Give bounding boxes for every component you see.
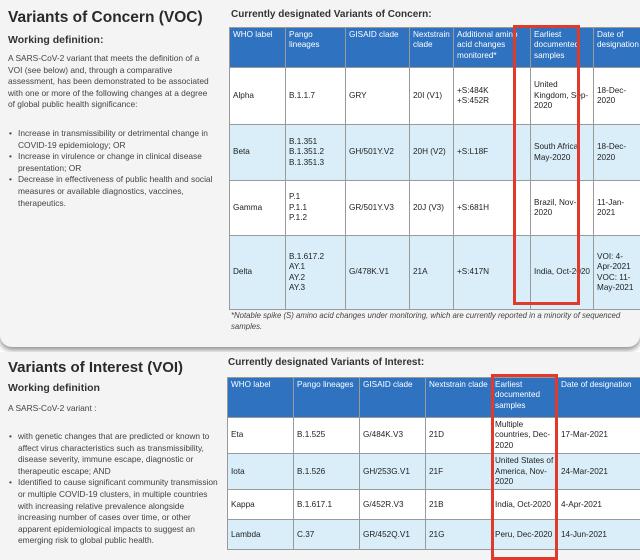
- who-label-cell: Gamma: [230, 181, 286, 236]
- nextstrain-cell: 21B: [426, 490, 492, 520]
- nextstrain-cell: 21D: [426, 418, 492, 454]
- table-row: [230, 68, 640, 125]
- date-cell: 4-Apr-2021: [558, 490, 640, 520]
- column-header: Pango lineages: [286, 28, 346, 68]
- voc-title: Variants of Concern (VOC): [8, 9, 203, 26]
- date-cell: VOI: 4-Apr-2021 VOC: 11-May-2021: [594, 236, 640, 310]
- amino-cell: +S:681H: [454, 181, 531, 236]
- voc-table-heading: Currently designated Variants of Concern:: [231, 9, 432, 20]
- column-header: WHO label: [228, 378, 294, 418]
- voi-table-heading: Currently designated Variants of Interest:: [228, 357, 425, 368]
- who-label-cell: Eta: [228, 418, 294, 454]
- voc-criterion: • Decrease in effectiveness of public health and social measures or available diagnostics, vaccines, therapeutics.: [8, 174, 218, 209]
- earliest-cell: United States of America, Nov-2020: [492, 454, 558, 490]
- column-header: Additional amino acid changes monitored*: [454, 28, 531, 68]
- date-cell: 14-Jun-2021: [558, 520, 640, 550]
- amino-cell: +S:L18F: [454, 125, 531, 181]
- column-header: Earliest documented samples: [531, 28, 594, 68]
- table-row: [228, 520, 640, 550]
- column-header: Nextstrain clade: [426, 378, 492, 418]
- voi-title: Variants of Interest (VOI): [8, 359, 184, 376]
- nextstrain-cell: 20J (V3): [410, 181, 454, 236]
- voi-header-row: [228, 378, 640, 418]
- table-row: [230, 236, 640, 310]
- column-header: GISAID clade: [346, 28, 410, 68]
- table-row: [228, 418, 640, 454]
- voc-definition: A SARS-CoV-2 variant that meets the definition of a VOI (see below) and, through a comparative assessment, has been demonstrated to be associated with one or more of the following changes at a degree of global public health significance:: [8, 53, 209, 110]
- table-row: [228, 454, 640, 490]
- column-header: GISAID clade: [360, 378, 426, 418]
- amino-cell: +S:484K +S:452R: [454, 68, 531, 125]
- voc-criterion: • Increase in virulence or change in clinical disease presentation; OR: [8, 151, 218, 174]
- pango-cell: B.1.617.1: [294, 490, 360, 520]
- date-cell: 17-Mar-2021: [558, 418, 640, 454]
- gisaid-cell: G/452R.V3: [360, 490, 426, 520]
- nextstrain-cell: 20I (V1): [410, 68, 454, 125]
- gisaid-cell: GH/253G.V1: [360, 454, 426, 490]
- amino-cell: +S:417N: [454, 236, 531, 310]
- column-header: WHO label: [230, 28, 286, 68]
- column-header: Earliest documented samples: [492, 378, 558, 418]
- who-label-cell: Lambda: [228, 520, 294, 550]
- voi-table: [227, 377, 640, 550]
- voc-criterion: • Increase in transmissibility or detrimental change in COVID-19 epidemiology; OR: [8, 128, 218, 151]
- pango-cell: C.37: [294, 520, 360, 550]
- pango-cell: B.1.351 B.1.351.2 B.1.351.3: [286, 125, 346, 181]
- earliest-cell: Multiple countries, Dec-2020: [492, 418, 558, 454]
- voc-footnote: *Notable spike (S) amino acid changes under monitoring, which are currently reported in a minority of sequenced samples.: [231, 311, 621, 331]
- pango-cell: B.1.617.2 AY.1 AY.2 AY.3: [286, 236, 346, 310]
- voi-criterion: • Identified to cause significant community transmission or multiple COVID-19 clusters, in multiple countries with increasing relative prevalence alongside increasing number of cases over time, or other apparent epidemiological impacts to suggest an emerging risk to global public health.: [8, 477, 218, 547]
- nextstrain-cell: 21F: [426, 454, 492, 490]
- pango-cell: B.1.525: [294, 418, 360, 454]
- table-row: [228, 490, 640, 520]
- column-header: Date of designation: [558, 378, 640, 418]
- column-header: Nextstrain clade: [410, 28, 454, 68]
- gisaid-cell: GRY: [346, 68, 410, 125]
- column-header: Date of designation: [594, 28, 640, 68]
- voi-definition: A SARS-CoV-2 variant :: [8, 403, 97, 413]
- gisaid-cell: G/478K.V1: [346, 236, 410, 310]
- who-label-cell: Alpha: [230, 68, 286, 125]
- voi-criteria-list: [8, 431, 218, 547]
- who-label-cell: Beta: [230, 125, 286, 181]
- who-label-cell: Kappa: [228, 490, 294, 520]
- pango-cell: B.1.1.7: [286, 68, 346, 125]
- nextstrain-cell: 21A: [410, 236, 454, 310]
- who-label-cell: Iota: [228, 454, 294, 490]
- voc-table: [229, 27, 640, 310]
- voc-criteria-list: [8, 128, 218, 209]
- gisaid-cell: GR/501Y.V3: [346, 181, 410, 236]
- voc-subtitle: Working definition:: [8, 34, 104, 46]
- gisaid-cell: GR/452Q.V1: [360, 520, 426, 550]
- voi-criterion: • with genetic changes that are predicted or known to affect virus characteristics such as transmissibility, disease severity, immune escape, diagnostic or therapeutic escape; AND: [8, 431, 218, 477]
- date-cell: 18-Dec-2020: [594, 125, 640, 181]
- who-label-cell: Delta: [230, 236, 286, 310]
- earliest-cell: Peru, Dec-2020: [492, 520, 558, 550]
- voc-header-row: [230, 28, 640, 68]
- earliest-cell: South Africa, May-2020: [531, 125, 594, 181]
- gisaid-cell: G/484K.V3: [360, 418, 426, 454]
- date-cell: 18-Dec-2020: [594, 68, 640, 125]
- earliest-cell: Brazil, Nov-2020: [531, 181, 594, 236]
- earliest-cell: India, Oct-2020: [492, 490, 558, 520]
- date-cell: 24-Mar-2021: [558, 454, 640, 490]
- voi-subtitle: Working definition: [8, 382, 100, 394]
- column-header: Pango lineages: [294, 378, 360, 418]
- pango-cell: B.1.526: [294, 454, 360, 490]
- table-row: [230, 181, 640, 236]
- voi-panel: [0, 352, 640, 560]
- table-row: [230, 125, 640, 181]
- nextstrain-cell: 20H (V2): [410, 125, 454, 181]
- earliest-cell: United Kingdom, Sep-2020: [531, 68, 594, 125]
- date-cell: 11-Jan-2021: [594, 181, 640, 236]
- gisaid-cell: GH/501Y.V2: [346, 125, 410, 181]
- earliest-cell: India, Oct-2020: [531, 236, 594, 310]
- pango-cell: P.1 P.1.1 P.1.2: [286, 181, 346, 236]
- nextstrain-cell: 21G: [426, 520, 492, 550]
